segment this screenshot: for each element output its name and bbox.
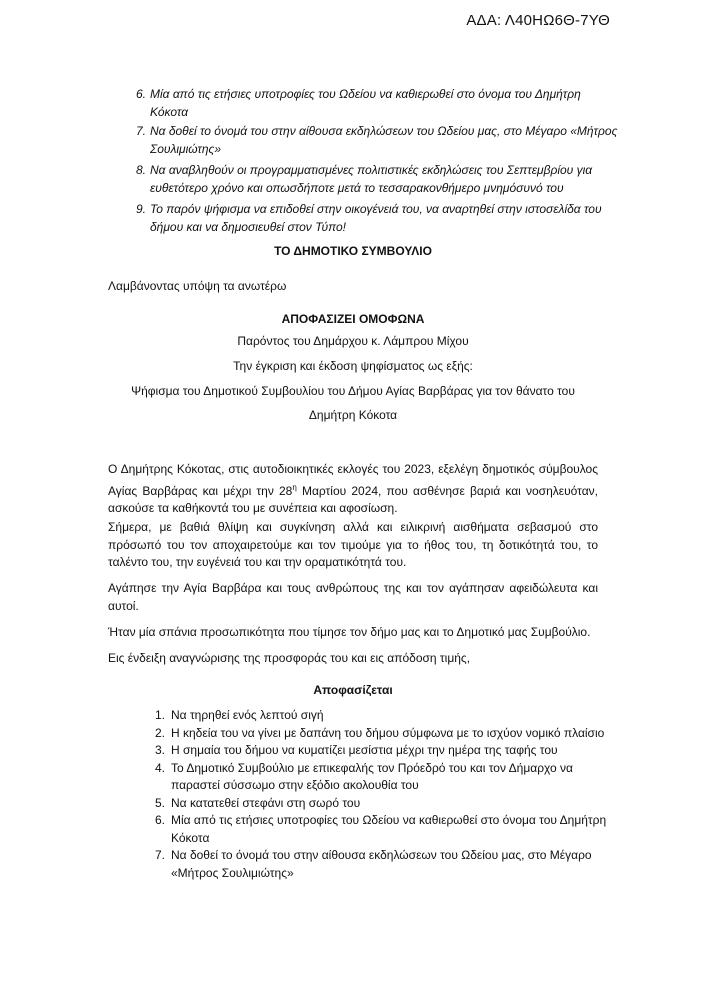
- list-item-text: Να δοθεί το όνομά του στην αίθουσα εκδηλώσεων του Ωδείου μας, στο Μέγαρο «Μήτρος Σουλιμιώτης»: [171, 848, 592, 880]
- list-item-number: 1.: [154, 708, 165, 722]
- list-item-number: 5.: [154, 795, 165, 810]
- list-item-number: 7.: [135, 124, 146, 138]
- list-item-text: Το Δημοτικό Συμβούλιο με επικεφαλής τον Πρόεδρό του και τον Δήμαρχο να παραστεί σύσσωμο στην εξόδιο ακολουθία του: [171, 760, 573, 792]
- list-item: [154, 760, 611, 795]
- paragraph-1-text-b: Μαρτίου 2024, που ασθένησε βαριά και νοσηλευόταν, ασκούσε τα καθήκοντά του με συνέπεια και αφοσίωση.: [108, 483, 598, 515]
- list-item-text: Να κατατεθεί στεφάνι στη σωρό του: [171, 795, 361, 810]
- list-item-number: 3.: [154, 743, 165, 757]
- list-item: [135, 86, 620, 122]
- resolution-title-line-1: Ψήφισμα του Δημοτικού Συμβουλίου του Δήμου Αγίας Βαρβάρας για τον θάνατο του: [131, 384, 575, 398]
- list-item-number: 2.: [154, 725, 165, 740]
- paragraph-3: Αγάπησε την Αγία Βαρβάρα και τους ανθρώπους της και τον αγάπησαν αφειδώλευτα και αυτοί.: [108, 581, 598, 613]
- list-item: [135, 162, 620, 200]
- list-item-text: Η κηδεία του να γίνει με δαπάνη του δήμου σύμφωνα με το ισχύον νομικό πλαίσιο: [171, 725, 605, 740]
- paragraph-1-text-a: Ο Δημήτρης Κόκοτας, στις αυτοδιοικητικές εκλογές του 2023, εξελέγη δημοτικός σύμβουλος Αγίας Βαρβάρας και μέχρι την 28: [108, 462, 598, 498]
- list-item-number: 7.: [154, 848, 165, 862]
- approval-line: Την έγκριση και έκδοση ψηφίσματος ως εξής:: [233, 359, 473, 373]
- list-item: [154, 795, 611, 813]
- list-item-text: Το παρόν ψήφισμα να επιδοθεί στην οικογένειά του, να αναρτηθεί στην ιστοσελίδα του δήμου και να δημοσιευθεί στον Τύπο!: [150, 202, 602, 234]
- top-decision-list: [135, 86, 620, 240]
- list-item-text: Μία από τις ετήσιες υποτροφίες του Ωδείου να καθιερωθεί στο όνομα του Δημήτρη Κόκοτα: [171, 813, 607, 845]
- list-item-number: 6.: [135, 87, 146, 101]
- list-item-text: Να δοθεί το όνομά του στην αίθουσα εκδηλώσεων του Ωδείου μας, στο Μέγαρο «Μήτρος Σουλιμιώτης»: [150, 124, 618, 156]
- list-item: [135, 201, 620, 239]
- paragraph-5: Εις ένδειξη αναγνώρισης της προσφοράς του και εις απόδοση τιμής,: [108, 651, 471, 665]
- list-item-number: 6.: [154, 813, 165, 827]
- ada-text: ΑΔΑ: Λ40ΗΩ6Θ-7ΥΘ: [466, 12, 610, 29]
- list-item-text: Να τηρηθεί ενός λεπτού σιγή: [171, 708, 324, 722]
- list-item-text: Να αναβληθούν οι προγραμματισμένες πολιτιστικές εκδηλώσεις του Σεπτεμβρίου για ευθετότερο χρόνο και οπωσδήποτε μετά το τεσσαρακονθήμερο μνημόσυνό του: [150, 163, 593, 195]
- bottom-decision-list: [154, 707, 611, 882]
- list-item: [154, 812, 611, 847]
- resolution-title-line-2: Δημήτρη Κόκοτα: [308, 408, 398, 422]
- paragraph-2: Σήμερα, με βαθιά θλίψη και συγκίνηση αλλά και ειλικρινή αισθήματα σεβασμού στο πρόσωπό του τον αποχαιρετούμε και τον τιμούμε για το ήθος του, τη δοτικότητά του, το ταλέντο του, την ευγένειά του και την οραματικότητά του.: [108, 520, 598, 569]
- decided-heading: Αποφασίζεται: [313, 683, 393, 697]
- mayor-present-line: Παρόντος του Δημάρχου κ. Λάμπρου Μίχου: [237, 334, 469, 348]
- list-item-number: 4.: [154, 760, 165, 775]
- list-item: [154, 725, 611, 743]
- paragraph-1: [108, 461, 598, 518]
- ada-identifier: [466, 12, 610, 29]
- considering-text: Λαμβάνοντας υπόψη τα ανωτέρω: [108, 279, 287, 293]
- list-item-number: 8.: [135, 163, 146, 177]
- list-item-text: Μία από τις ετήσιες υποτροφίες του Ωδείου να καθιερωθεί στο όνομα του Δημήτρη Κόκοτα: [150, 87, 581, 119]
- list-item: [135, 123, 620, 161]
- list-item: [154, 742, 611, 760]
- paragraph-4: Ήταν μία σπάνια προσωπικότητα που τίμησε τον δήμο μας και το Δημοτικό μας Συμβούλιο.: [108, 625, 591, 639]
- council-heading: ΤΟ ΔΗΜΟΤΙΚΟ ΣΥΜΒΟΥΛΙΟ: [274, 244, 432, 258]
- decides-heading: ΑΠΟΦΑΣΙΖΕΙ ΟΜΟΦΩΝΑ: [281, 312, 425, 326]
- list-item-text: Η σημαία του δήμου να κυματίζει μεσίστια μέχρι την ημέρα της ταφής του: [171, 743, 558, 757]
- list-item: [154, 847, 611, 882]
- list-item: [154, 707, 611, 725]
- list-item-number: 9.: [135, 202, 146, 216]
- paragraph-1-sup: η: [292, 482, 297, 492]
